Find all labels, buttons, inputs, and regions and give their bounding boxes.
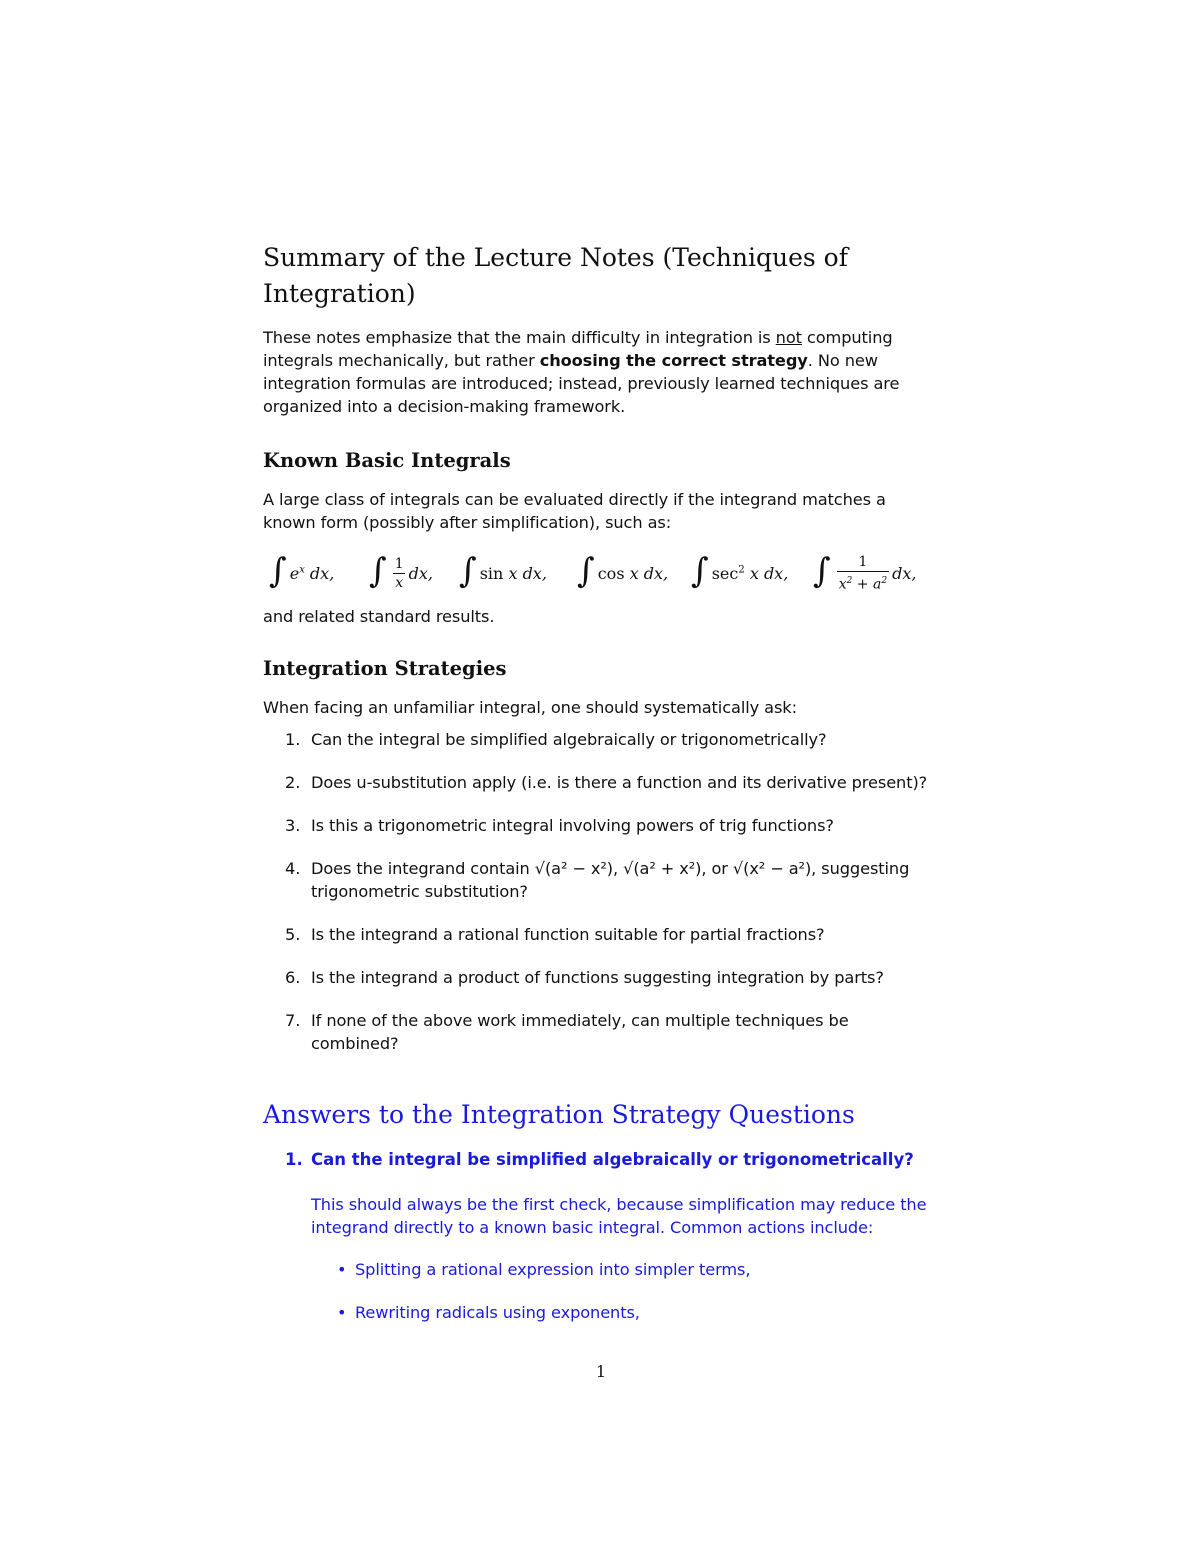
list-item: 5. Is the integrand a rational function suitable for partial fractions? [285, 925, 825, 944]
list-item: 4. Does the integrand contain √(a² − x²), √(a² + x²), or √(x² − a²), suggesting trigonometric substitution? [285, 859, 910, 901]
page-number: 1 [595, 1362, 607, 1381]
strategies-intro: When facing an unfamiliar integral, one should systematically ask: [263, 698, 797, 717]
list-item: 1. Can the integral be simplified algebraically or trigonometrically? [285, 730, 827, 749]
answer-1-text: This should always be the first check, because simplification may reduce the integrand directly to a known basic integral. Common actions include: [311, 1195, 927, 1237]
list-item: • Rewriting radicals using exponents, [337, 1303, 640, 1322]
integral-reciprocal: ∫ $\frac{1}{x}$ dx, [369, 551, 433, 591]
list-item: 7. If none of the above work immediately, can multiple techniques be combined? [285, 1011, 849, 1053]
answer-question-1: 1. Can the integral be simplified algebraically or trigonometrically? [285, 1150, 914, 1169]
intro-underlined-word: not [775, 328, 802, 347]
integral-secant-squared: ∫ $\sec^2$ x dx, [691, 551, 789, 591]
list-item: 3. Is this a trigonometric integral involving powers of trig functions? [285, 816, 834, 835]
integral-arctan-form: ∫ $\frac{1}{x^2 + a^2}$ dx, [813, 551, 917, 593]
known-integrals-after: and related standard results. [263, 607, 495, 626]
basic-integrals-formulas [269, 548, 945, 598]
strategies-heading: Integration Strategies [263, 657, 507, 680]
answer-1-bullets [337, 1258, 939, 1324]
answers-heading: Answers to the Integration Strategy Questions [263, 1100, 855, 1129]
list-item: • Splitting a rational expression into simpler terms, [337, 1260, 751, 1279]
intro-bold-phrase: choosing the correct strategy [539, 351, 808, 370]
integral-sine: ∫ sin x dx, [459, 551, 547, 591]
integral-exp: ∫ $e^x$ dx, [269, 551, 335, 591]
known-integrals-heading: Known Basic Integrals [263, 449, 511, 472]
intro-text-3: . No new integration formulas are introduced; instead, previously learned techniques are organized into a decision-making framework. [263, 351, 900, 416]
answer-question-1-text: Can the integral be simplified algebraically or trigonometrically? [311, 1150, 914, 1169]
list-item: 6. Is the integrand a product of functions suggesting integration by parts? [285, 968, 884, 987]
intro-text-2: computing integrals mechanically, but rather [263, 328, 893, 370]
strategy-list [263, 728, 939, 1055]
intro-text-1: These notes emphasize that the main difficulty in integration is [263, 328, 776, 347]
page-title: Summary of the Lecture Notes (Techniques of Integration) [263, 243, 848, 308]
intro-paragraph [263, 326, 939, 418]
integral-cosine: ∫ cos x dx, [577, 551, 669, 591]
known-integrals-text: A large class of integrals can be evaluated directly if the integrand matches a known form (possibly after simplification), such as: [263, 490, 886, 532]
list-item: 2. Does u-substitution apply (i.e. is there a function and its derivative present)? [285, 773, 928, 792]
